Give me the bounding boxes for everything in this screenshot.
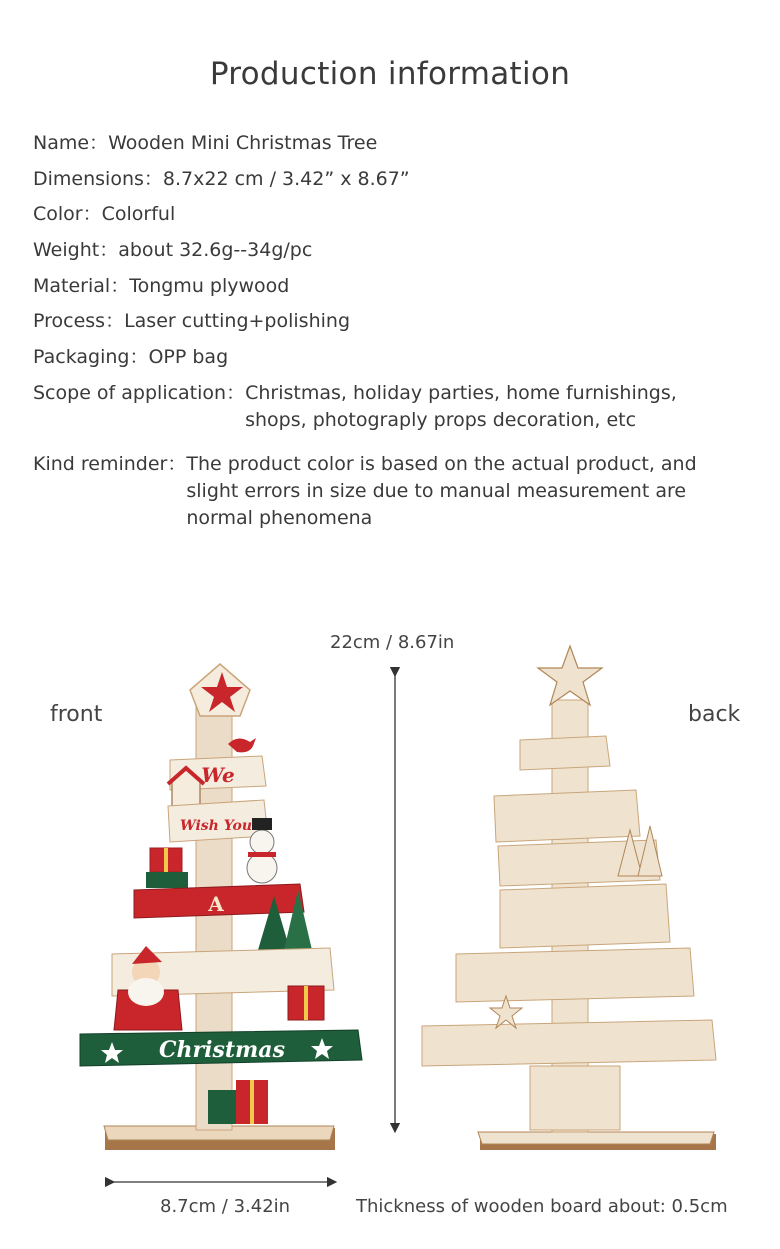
back-base [478, 1132, 714, 1144]
santa-beard [128, 978, 164, 1006]
spec-label: Dimensions： [33, 168, 163, 190]
banner-a-text: A [208, 892, 224, 916]
spec-value: OPP bag [148, 346, 229, 368]
height-label: 22cm / 8.67in [330, 632, 455, 653]
front-label: front [50, 702, 103, 727]
spec-label: Kind reminder： [33, 453, 187, 475]
back-plank [422, 1020, 716, 1066]
spec-value: about 32.6g--34g/pc [118, 239, 313, 261]
spec-process [33, 308, 350, 335]
spec-label: Material： [33, 275, 130, 297]
gift-ribbon [250, 1080, 254, 1124]
gift-box-green-icon [208, 1090, 238, 1124]
spec-label: Process： [33, 310, 125, 332]
back-lower-block [530, 1066, 620, 1130]
snowman-head [250, 830, 274, 854]
spec-value: 8.7x22 cm / 3.42” x 8.67” [162, 168, 410, 190]
back-plank [500, 884, 670, 948]
spec-value: Tongmu plywood [129, 275, 290, 297]
spec-packaging [33, 344, 228, 371]
front-tree-ornament [80, 664, 362, 1150]
snowman-scarf [248, 852, 276, 857]
spec-value: The product color is based on the actual product, and slight errors in size due to manual measurement are normal phenomena [186, 453, 697, 529]
spec-label: Packaging： [33, 346, 149, 368]
spec-label: Name： [33, 132, 109, 154]
banner-wish-you-text: Wish You [179, 818, 253, 834]
thickness-label: Thickness of wooden board about: 0.5cm [356, 1196, 728, 1217]
spec-value: Wooden Mini Christmas Tree [108, 132, 378, 154]
back-plank [456, 948, 694, 1002]
spec-value: Laser cutting+polishing [124, 310, 350, 332]
gift-box-green-icon [146, 872, 188, 888]
page-title: Production information [209, 56, 571, 92]
spec-weight [33, 237, 312, 264]
spec-label: Weight： [33, 239, 119, 261]
back-plank [494, 790, 640, 842]
gift-ribbon [304, 986, 308, 1020]
spec-scope [33, 380, 677, 434]
spec-label: Scope of application： [33, 382, 246, 404]
spec-name [33, 130, 377, 157]
spec-material [33, 273, 289, 300]
gift-ribbon [164, 848, 168, 872]
product-illustration [0, 560, 780, 1190]
back-label: back [688, 702, 741, 727]
banner-we-text: We [201, 763, 235, 787]
back-tree-ornament [422, 646, 716, 1150]
snowman-hat [252, 818, 272, 830]
spec-label: Color： [33, 203, 102, 225]
width-label: 8.7cm / 3.42in [160, 1196, 291, 1217]
spec-value: Christmas, holiday parties, home furnishings, shops, photograply props decoration, etc [245, 382, 677, 431]
spec-dimensions [33, 166, 410, 193]
spec-reminder [33, 451, 697, 532]
back-star-icon [538, 646, 602, 705]
banner-christmas-text: Christmas [159, 1037, 285, 1063]
back-plank [520, 736, 610, 770]
spec-color [33, 201, 175, 228]
spec-value: Colorful [101, 203, 176, 225]
snowman-body [247, 853, 277, 883]
